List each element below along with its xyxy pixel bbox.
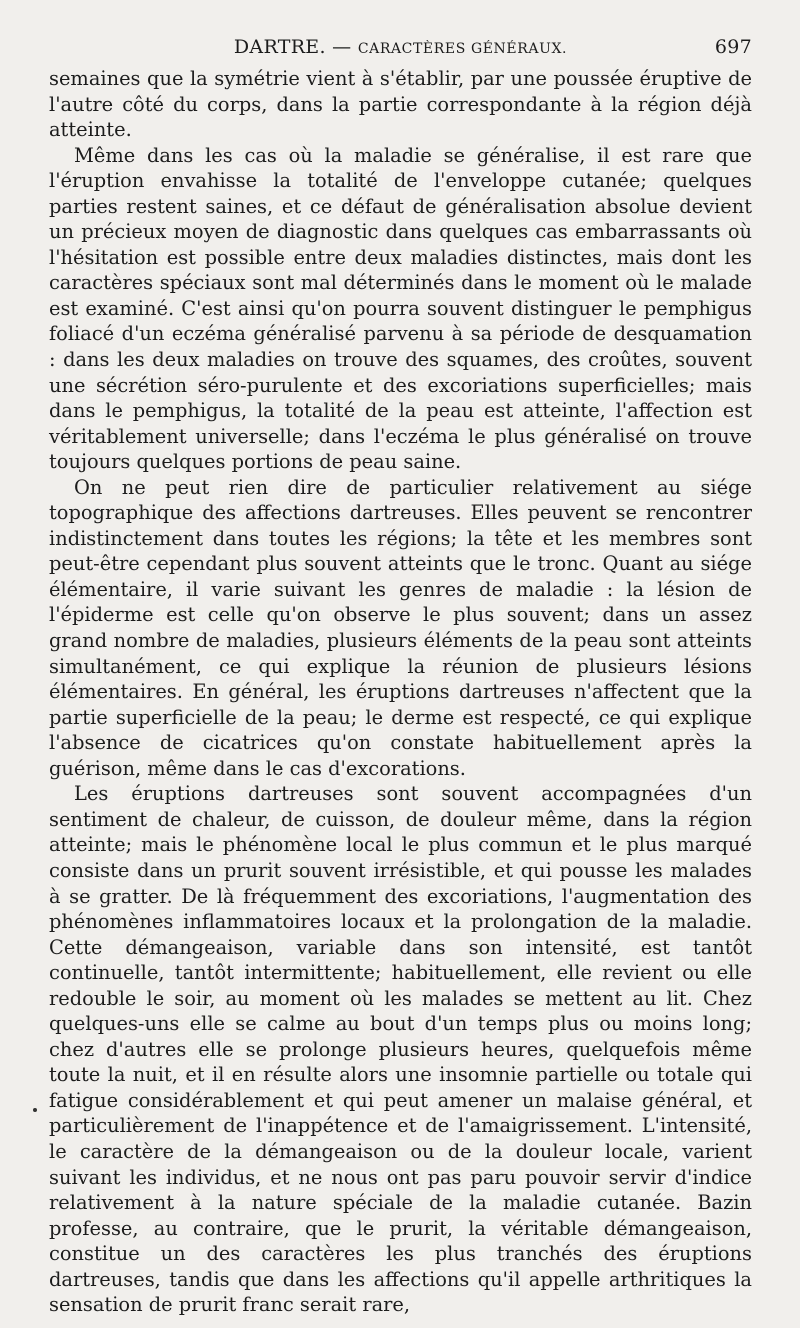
running-title	[49, 36, 752, 58]
title-separator: —	[332, 36, 352, 58]
paragraph: Les éruptions dartreuses sont souvent accompagnées d'un sentiment de chaleur, de cuisson, de douleur même, dans la région atteinte; mais le phénomène local le plus commun et le plus marqué consiste dans un prurit souvent irrésistible, et qui pousse les malades à se gratter. De là fréquemment des excoriations, l'augmentation des phénomènes inflammatoires locaux et la prolongation de la maladie. Cette démangeaison, variable dans son intensité, est tantôt continuelle, tantôt intermittente; habituellement, elle revient ou elle redouble le soir, au moment où les malades se mettent au lit. Chez quelques-uns elle se calme au bout d'un temps plus ou moins long; chez d'autres elle se prolonge plusieurs heures, quelquefois même toute la nuit, et il en résulte alors une insomnie partielle ou totale qui fatigue considérablement et qui peut amener un malaise général, et particulièrement de l'inappétence et de l'amaigrissement. L'intensité, le caractère de la démangeaison ou de la douleur locale, varient suivant les individus, et ne nous ont pas paru pouvoir servir d'indice relativement à la nature spéciale de la maladie cutanée. Bazin professe, au contraire, que le prurit, la véritable démangeaison, constitue un des caractères les plus tranchés des éruptions dartreuses, tandis que dans les affections qu'il appelle arthritiques la sensation de prurit franc serait rare,	[49, 782, 752, 1317]
margin-mark-dot	[33, 1108, 37, 1112]
section-subtitle: CARACTÈRES GÉNÉRAUX.	[357, 41, 568, 57]
running-header	[49, 36, 752, 66]
paragraph: semaines que la symétrie vient à s'établir, par une poussée éruptive de l'autre côté du corps, dans la partie correspondante à la région déjà atteinte.	[49, 67, 752, 142]
chapter-title: DARTRE.	[233, 36, 326, 58]
body-text	[49, 66, 752, 1318]
paragraph: On ne peut rien dire de particulier relativement au siége topographique des affections dartreuses. Elles peuvent se rencontrer indistinctement dans toutes les régions; la tête et les membres sont peut-être cependant plus souvent atteints que le tronc. Quant au siége élémentaire, il varie suivant les genres de maladie : la lésion de l'épiderme est celle qu'on observe le plus souvent; dans un assez grand nombre de maladies, plusieurs éléments de la peau sont atteints simultanément, ce qui explique la réunion de plusieurs lésions élémentaires. En général, les éruptions dartreuses n'affectent que la partie superficielle de la peau; le derme est respecté, ce qui explique l'absence de cicatrices qu'on constate habituellement après la guérison, même dans le cas d'excorations.	[49, 475, 752, 780]
page-number: 697	[714, 36, 752, 58]
paragraph: Même dans les cas où la maladie se généralise, il est rare que l'éruption envahisse la totalité de l'enveloppe cutanée; quelques parties restent saines, et ce défaut de généralisation absolue devient un précieux moyen de diagnostic dans quelques cas embarrassants où l'hésitation est possible entre deux maladies distinctes, mais dont les caractères spéciaux sont mal déterminés dans le moment où le malade est examiné. C'est ainsi qu'on pourra souvent distinguer le pemphigus foliacé d'un eczéma généralisé parvenu à sa période de desquamation : dans les deux maladies on trouve des squames, des croûtes, souvent une sécrétion séro-purulente et des excoriations superficielles; mais dans le pemphigus, la totalité de la peau est atteinte, l'affection est véritablement universelle; dans l'eczéma le plus généralisé on trouve toujours quelques portions de peau saine.	[49, 143, 752, 474]
